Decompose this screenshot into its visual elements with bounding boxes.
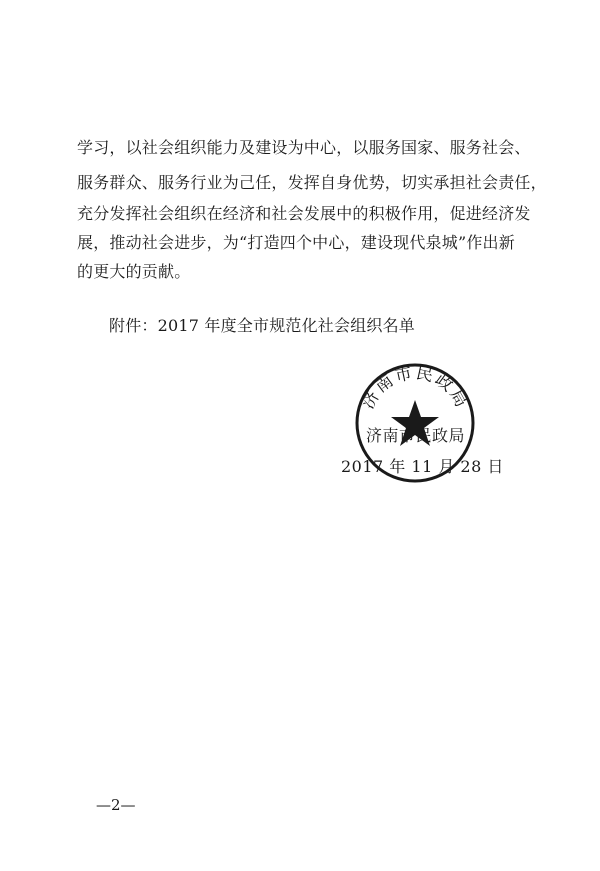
paragraph-line-5: 的更大的贡献。	[77, 262, 191, 281]
attachment-line: 附件：2017 年度全市规范化社会组织名单	[109, 316, 416, 335]
seal-text-path: 济南市民政局	[358, 363, 472, 413]
page-number: —2—	[96, 796, 136, 814]
document-date: 2017 年 11 月 28 日	[341, 457, 504, 476]
paragraph-line-4: 展，推动社会进步，为“打造四个中心，建设现代泉城”作出新	[77, 233, 515, 252]
paragraph-line-1: 学习，以社会组织能力及建设为中心，以服务国家、服务社会、	[77, 138, 531, 157]
paragraph-line-2: 服务群众、服务行业为己任，发挥自身优势，切实承担社会责任，	[77, 173, 547, 192]
paragraph-line-3: 充分发挥社会组织在经济和社会发展中的积极作用，促进经济发	[77, 204, 531, 223]
signer-name: 济南市民政局	[366, 426, 466, 445]
